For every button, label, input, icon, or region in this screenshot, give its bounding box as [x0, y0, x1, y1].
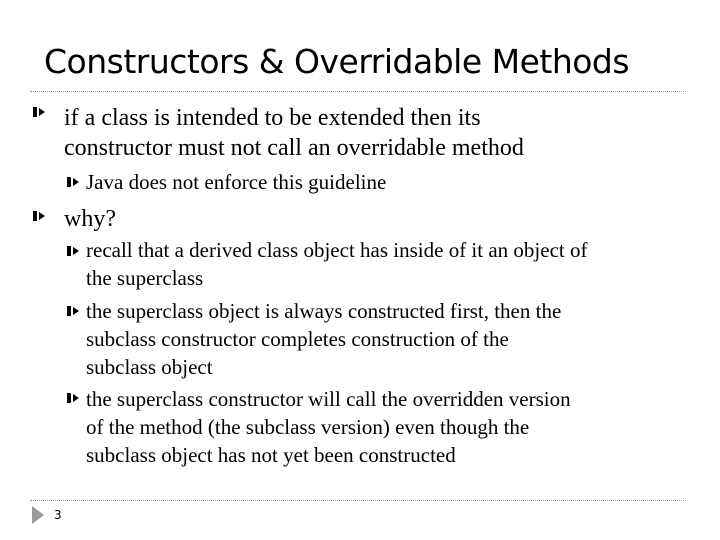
sub-bullet-2-2-line-3: subclass object — [86, 355, 213, 379]
sub-bullet-2-1-line-2: the superclass — [86, 266, 204, 290]
sub-bullet-2-3-line-3: subclass object has not yet been constructed — [86, 443, 456, 467]
sub-bullet-2-3-line-1: the superclass constructor will call the overridden version — [86, 387, 571, 411]
footer-arrow-icon — [30, 504, 46, 526]
sub-bullet-2-1-line-1: recall that a derived class object has inside of it an object of — [86, 238, 588, 262]
bullet-glyph-icon — [66, 245, 80, 257]
bullet-glyph-icon — [66, 305, 80, 317]
footer-divider — [30, 500, 686, 501]
sub-bullet-1-1-line-1: Java does not enforce this guideline — [86, 170, 387, 194]
slide-title: Constructors & Overridable Methods — [44, 42, 630, 81]
page-number: 3 — [54, 508, 62, 522]
sub-bullet-2-2-line-1: the superclass object is always constructed first, then the — [86, 299, 562, 323]
bullet-1-line-2: constructor must not call an overridable method — [64, 135, 524, 161]
sub-bullet-2-3-line-2: of the method (the subclass version) even though the — [86, 415, 530, 439]
bullet-glyph-icon — [66, 176, 80, 188]
bullet-glyph-icon — [32, 106, 46, 118]
bullet-2-line-1: why? — [64, 206, 116, 232]
bullet-1-line-1: if a class is intended to be extended then its — [64, 105, 481, 131]
bullet-glyph-icon — [66, 392, 80, 404]
bullet-glyph-icon — [32, 210, 46, 222]
sub-bullet-2-2-line-2: subclass constructor completes construction of the — [86, 327, 509, 351]
title-divider — [30, 91, 686, 92]
